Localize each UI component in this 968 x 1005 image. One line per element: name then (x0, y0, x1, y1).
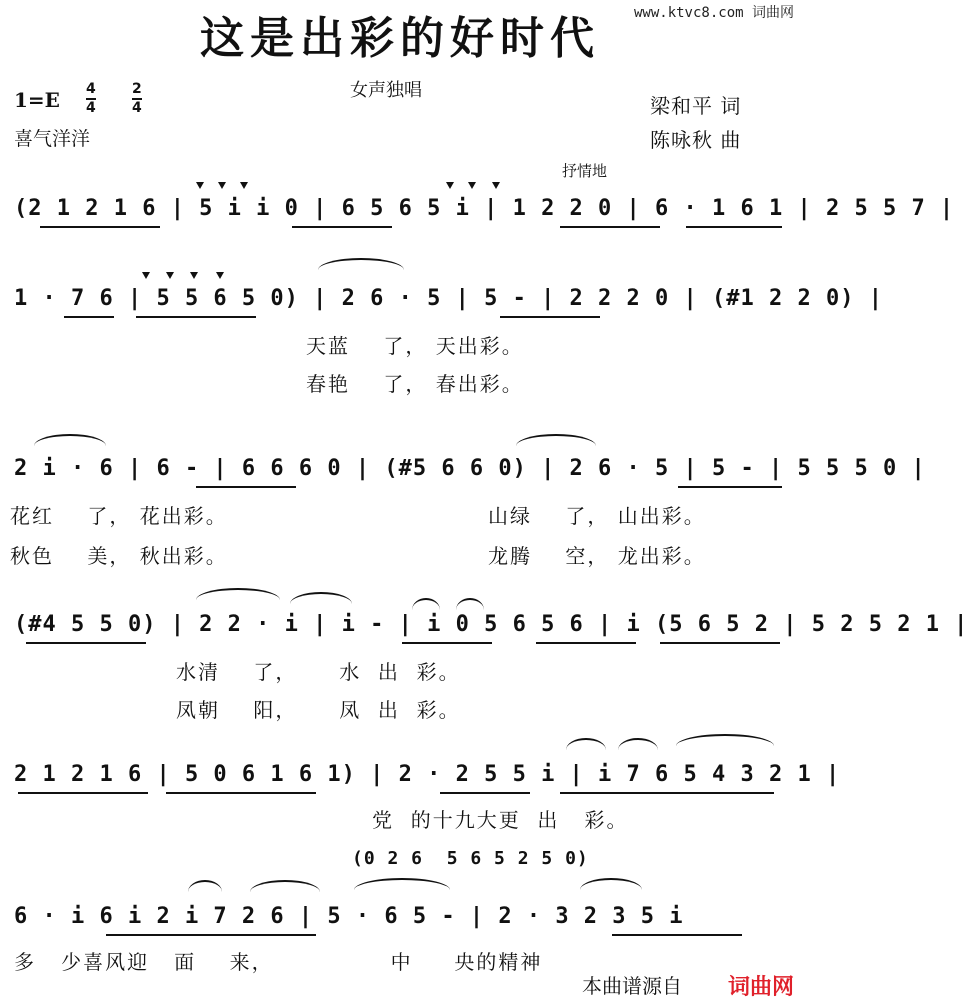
staccato-mark (240, 182, 248, 189)
beat-underline (166, 792, 316, 794)
beat-underline (500, 316, 600, 318)
beat-underline (196, 486, 296, 488)
staccato-mark (142, 272, 150, 279)
beat-underline (26, 642, 146, 644)
slur-arc (250, 880, 320, 892)
time-signature-2-4 (132, 82, 142, 116)
staccato-mark (216, 272, 224, 279)
key-signature: 1=E (14, 88, 60, 112)
slur-arc (676, 734, 774, 746)
beat-underline (536, 642, 636, 644)
meter-numerator: 2 (132, 81, 142, 97)
beat-underline (612, 934, 742, 936)
performance-type: 女声独唱 (350, 80, 422, 101)
beat-underline (18, 792, 148, 794)
lyric-verse-1: 水清 了， 水 出 彩。 (176, 660, 461, 684)
beat-underline (40, 226, 160, 228)
beat-underline (660, 642, 780, 644)
meter-numerator: 4 (86, 81, 96, 97)
lyric-verse-2-part-a: 秋色 美， 秋出彩。 (10, 544, 228, 568)
brand-logo-text[interactable]: 词曲网 (727, 974, 794, 1000)
time-signature-4-4 (86, 82, 96, 116)
score-row-5: 2 1 2 1 6 | 5 0 6 1 6 1) | 2 · 2 5 5 i | i 7 6 5 4 3 2 1 | (14, 762, 841, 787)
source-note: 本曲谱源自 (582, 974, 682, 998)
staccato-mark (166, 272, 174, 279)
lyric-line: 多 少喜风迎 面 来， 中 央的精神 (14, 950, 543, 974)
score-row-3: 2 i · 6 | 6 - | 6 6 6 0 | (#5 6 6 0) | 2 6 · 5 | 5 - | 5 5 5 0 | (14, 456, 926, 481)
beat-underline (402, 642, 492, 644)
staccato-mark (468, 182, 476, 189)
lyric-verse-2: 春艳 了， 春出彩。 (306, 372, 524, 396)
composer-credit: 陈咏秋 曲 (650, 128, 742, 152)
lyric-verse-2: 凤朝 阳， 凤 出 彩。 (176, 698, 461, 722)
staccato-mark (218, 182, 226, 189)
slur-arc (580, 878, 642, 890)
beat-underline (136, 316, 256, 318)
beat-underline (64, 316, 114, 318)
staccato-mark (190, 272, 198, 279)
meter-denominator: 4 (86, 100, 96, 116)
lyricist-credit: 梁和平 词 (650, 94, 742, 118)
beat-underline (440, 792, 530, 794)
slur-arc (318, 258, 404, 270)
score-row-4: (#4 5 5 0) | 2 2 · i | i - | i 0 5 6 5 6 | i (5 6 5 2 | 5 2 5 2 1 | (14, 612, 968, 637)
staccato-mark (492, 182, 500, 189)
lyric-verse-1-part-a: 花红 了， 花出彩。 (10, 504, 228, 528)
slur-arc (188, 880, 222, 892)
lyric-verse-1-part-b: 山绿 了， 山出彩。 (488, 504, 706, 528)
slur-arc (456, 598, 484, 610)
song-title: 这是出彩的好时代 (200, 13, 600, 64)
site-url[interactable]: www.ktvc8.com 词曲网 (633, 5, 794, 21)
slur-arc (196, 588, 280, 600)
tempo-marking: 喜气洋洋 (14, 128, 91, 150)
lyric-verse-2-part-b: 龙腾 空， 龙出彩。 (488, 544, 706, 568)
slur-arc (566, 738, 606, 750)
meter-denominator: 4 (132, 100, 142, 116)
score-row-2: 1 · 7 6 | 5 5 6 5 0) | 2 6 · 5 | 5 - | 2 2 2 0 | (#1 2 2 0) | (14, 286, 883, 311)
score-row-1: (2 1 2 1 6 | 5 i i 0 | 6 5 6 5 i | 1 2 2 0 | 6 · 1 6 1 | 2 5 5 7 | (14, 196, 955, 221)
score-row-6: 6 · i 6 i 2 i 7 2 6 | 5 · 6 5 - | 2 · 3 2 3 5 i (14, 904, 684, 929)
instrumental-fill: (0 2 6 5 6 5 2 5 0) (352, 848, 589, 869)
slur-arc (516, 434, 596, 446)
lyric-line: 党 的十九大更 出 彩。 (372, 808, 629, 832)
lyric-verse-1: 天蓝 了， 天出彩。 (306, 334, 524, 358)
staccato-mark (196, 182, 204, 189)
beat-underline (678, 486, 782, 488)
slur-arc (618, 738, 658, 750)
slur-arc (354, 878, 450, 890)
expression-mark: 抒情地 (562, 162, 608, 180)
staccato-mark (446, 182, 454, 189)
beat-underline (560, 226, 660, 228)
beat-underline (686, 226, 782, 228)
beat-underline (292, 226, 392, 228)
slur-arc (34, 434, 106, 446)
slur-arc (290, 592, 352, 604)
slur-arc (412, 598, 440, 610)
beat-underline (560, 792, 774, 794)
beat-underline (106, 934, 316, 936)
